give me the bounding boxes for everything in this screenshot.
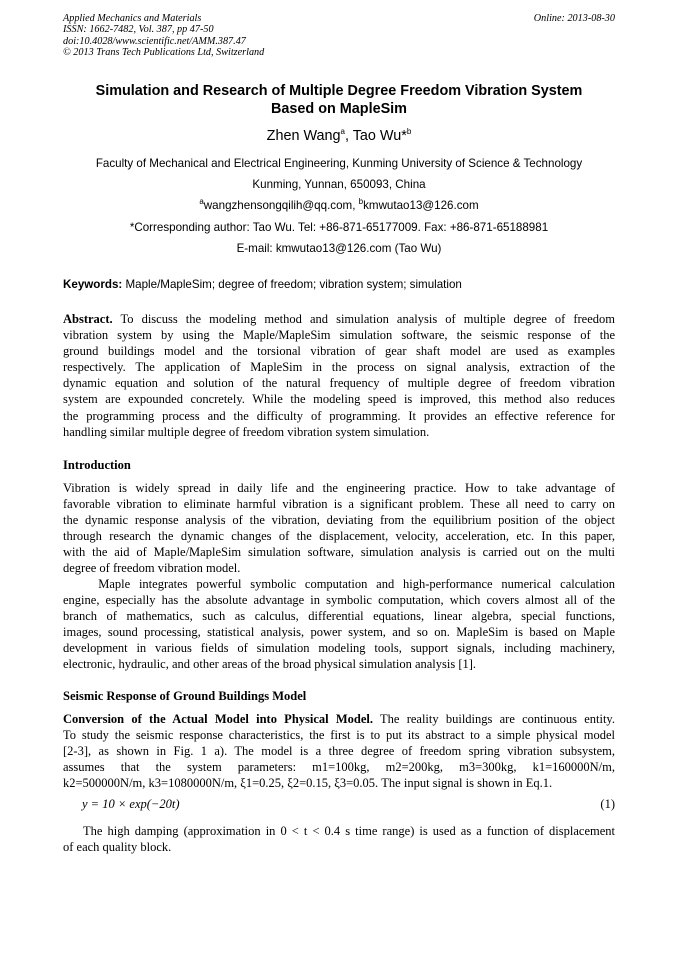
paragraph-line: Maple integrates powerful symbolic computation and high-performance numerical calculation [63,577,615,591]
email-b-sup: b [358,197,364,207]
equation-1: y = 10 × exp(−20t) [82,797,180,811]
title-line-1: Simulation and Research of Multiple Degree Freedom Vibration System [95,83,583,99]
title-line-2: Based on MapleSim [271,101,407,117]
abstract-line: system are expounded concretely. While the modeling speed is improved, this method also reduces [63,392,615,407]
corresponding-email: E-mail: kmwutao13@126.com (Tao Wu) [236,242,442,255]
paragraph-line: through research the dynamic changes of the displacement, velocity, acceleration, etc. In this paper, [63,529,615,544]
paragraph-line: development in various fields of simulation modeling tools, support signals, including machinery, [63,641,615,656]
email-a[interactable]: wangzhensongqilih@qq.com, [203,199,359,212]
section-heading-seismic: Seismic Response of Ground Buildings Model [63,689,307,703]
paragraph-line: the dynamic response analysis of the vibration, deviating from the equilibrium position of the object [63,513,615,528]
paper-title [60,82,618,118]
paragraph-line: To study the seismic response characteristics, the first is to put its abstract to a simple physical model [63,728,615,743]
author-2-sup: b [406,127,412,137]
paragraph-line: degree of freedom vibration model. [63,561,241,576]
paragraph-line: of each quality block. [63,840,172,855]
journal-issn: ISSN: 1662-7482, Vol. 387, pp 47-50 [63,24,214,36]
email-addresses [0,199,678,212]
author-1: Zhen Wang [266,128,341,144]
email-b[interactable]: kmwutao13@126.com [363,199,479,212]
introduction-paragraph-2 [63,576,615,673]
seismic-paragraph [63,711,615,791]
equation-number: (1) [600,797,615,811]
journal-name: Applied Mechanics and Materials [63,13,202,24]
abstract-label: Abstract. [63,312,113,326]
introduction-heading: Introduction [63,458,131,472]
keywords-text: Maple/MapleSim; degree of freedom; vibration system; simulation [122,278,462,291]
author-list [0,128,678,144]
keywords [63,278,462,291]
journal-copyright: © 2013 Trans Tech Publications Ltd, Switzerland [63,46,265,58]
subsection-heading: Conversion of the Actual Model into Physical Model. [63,712,374,726]
paragraph-line: The high damping (approximation in 0 < t < 0.4 s time range) is used as a function of displacement [63,824,615,838]
paragraph-line: electronic, hydraulic, and other areas of the broad physical simulation analysis [1]. [63,657,477,672]
author-1-sup: a [340,127,345,137]
paragraph-line: images, sound processing, statistical analysis, power system, and so on. MapleSim is based on Maple [63,625,615,640]
paragraph-line: branch of mathematics, such as calculus, differential equations, linear algebra, special functions, [63,609,615,624]
paragraph-line: Vibration is widely spread in daily life and the engineering practice. How to take advantage of [63,481,615,495]
abstract-line: vibration system by using the Maple/MapleSim simulation software, the seismic response of the [63,328,615,343]
keywords-label: Keywords: [63,278,123,291]
introduction-paragraph-1 [63,480,615,577]
online-date: Online: 2013-08-30 [533,13,615,24]
damping-paragraph [63,823,615,855]
paragraph-line: k2=500000N/m, k3=1080000N/m, ξ1=0.25, ξ2=0.15, ξ3=0.05. The input signal is shown in Eq.1. [63,776,553,791]
journal-doi: doi:10.4028/www.scientific.net/AMM.387.47 [63,35,246,47]
abstract [63,311,615,440]
abstract-line: handling similar multiple degree of freedom vibration system simulation. [63,424,430,439]
paragraph-line: The reality buildings are continuous entity. [373,712,615,726]
affiliation-line-1: Faculty of Mechanical and Electrical Engineering, Kunming University of Science & Technology [95,157,583,170]
abstract-line: ground buildings model and the torsional vibration of gear shaft model are used as examples [63,344,615,359]
paragraph-line: assumes that the system parameters: m1=100kg, m2=200kg, m3=300kg, k1=160000N/m, [63,760,615,775]
corresponding-author: *Corresponding author: Tao Wu. Tel: +86-871-65177009. Fax: +86-871-65188981 [129,221,549,234]
paragraph-line: with the aid of Maple/MapleSim simulation software, simulation analysis is carried out on the multi [63,545,615,560]
journal-header [63,13,264,58]
author-2: Tao Wu* [352,128,407,144]
abstract-line: To discuss the modeling method and simulation analysis of multiple degree of freedom [112,312,615,326]
affiliation-line-2: Kunming, Yunnan, 650093, China [252,178,426,191]
abstract-line: the programming process and the difficulty of programming. It provides an effective reference for [63,408,615,423]
author-separator: , [344,128,353,144]
paragraph-line: engine, especially has the absolute advantage in symbolic computation, which covers almost all of the [63,593,615,608]
abstract-line: respectively. The application of MapleSim in the process on signal analysis, extraction of the [63,360,615,375]
paragraph-line: [2-3], as shown in Fig. 1 a). The model is a three degree of freedom spring vibration subsystem, [63,744,615,759]
abstract-line: dynamic equation and solution of the natural frequency of multiple degree of freedom vibration [63,376,615,391]
paragraph-line: favorable vibration to eliminate harmful vibration is a significant problem. These all need to carry on [63,497,615,512]
email-a-sup: a [199,197,204,207]
